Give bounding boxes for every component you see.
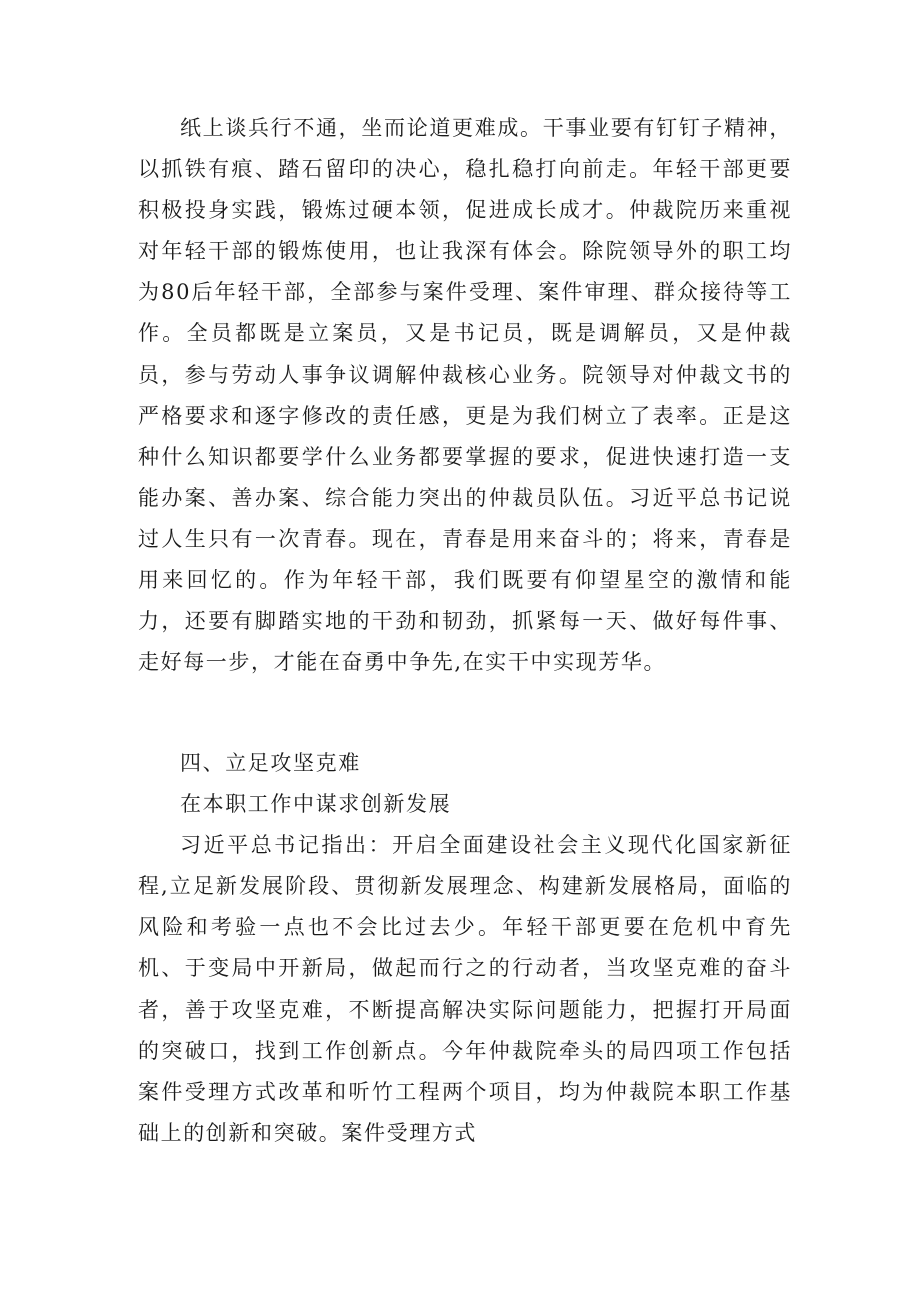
section-subheading: 在本职工作中谋求创新发展 (180, 792, 452, 817)
body-paragraph: 纸上谈兵行不通，坐而论道更难成。干事业要有钉钉子精神，以抓铁有痕、踏石留印的决心，稳扎稳打向前走。年轻干部更要积极投身实践，锻炼过硬本领，促进成长成才。仲裁院历来重视对年轻干部的锻炼使用，也让我深有体会。除院领导外的职工均为80后年轻干部，全部参与案件受理、案件审理、群众接待等工作。全员都既是立案员，又是书记员，既是调解员，又是仲裁员，参与劳动人事争议调解仲裁核心业务。院领导对仲裁文书的严格要求和逐字修改的责任感，更是为我们树立了表率。正是这种什么知识都要学什么业务都要掌握的要求，促进快速打造一支能办案、善办案、综合能力突出的仲裁员队伍。习近平总书记说过人生只有一次青春。现在，青春是用来奋斗的；将来，青春是用来回忆的。作为年轻干部，我们既要有仰望星空的激情和能力，还要有脚踏实地的干劲和韧劲，抓紧每一天、做好每件事、走好每一步，才能在奋勇中争先,在实干中实现芳华。 (138, 116, 792, 675)
section-heading: 四、立足攻坚克难 (180, 751, 361, 775)
text-section-lower (138, 743, 792, 1154)
body-paragraph: 习近平总书记指出：开启全面建设社会主义现代化国家新征程,立足新发展阶段、贯彻新发展理念、构建新发展格局，面临的风险和考验一点也不会比过去少。年轻干部更要在危机中育先机、于变局中开新局，做起而行之的行动者，当攻坚克难的奋斗者，善于攻坚克难，不断提高解决实际问题能力，把握打开局面的突破口，找到工作创新点。今年仲裁院牵头的局四项工作包括案件受理方式改革和听竹工程两个项目，均为仲裁院本职工作基础上的创新和突破。案件受理方式 (138, 833, 792, 1145)
text-section-upper (138, 108, 792, 683)
